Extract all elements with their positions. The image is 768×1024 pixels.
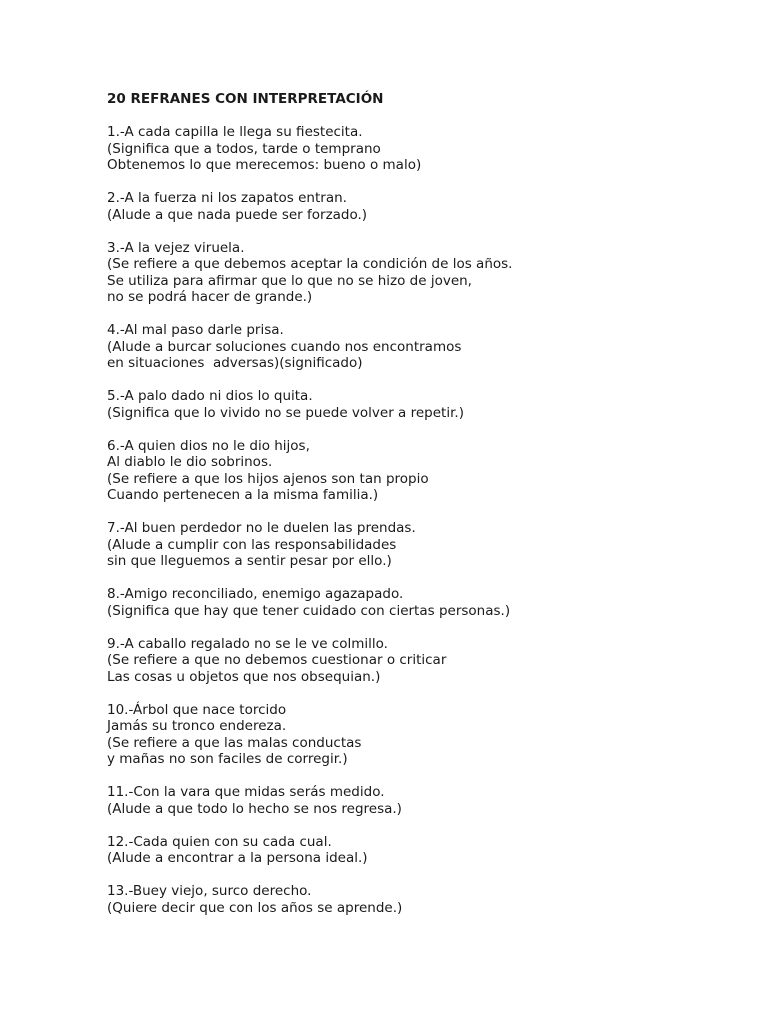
- proverb-text: 6.-A quien dios no le dio hijos,: [107, 437, 310, 454]
- proverb-text: 4.-Al mal paso darle prisa.: [107, 322, 284, 338]
- proverb-entry: [107, 322, 727, 372]
- proverb-interpretation-line: Obtenemos lo que merecemos: bueno o malo): [107, 157, 422, 173]
- proverb-interpretation-line: Cuando pertenecen a la misma familia.): [107, 487, 379, 503]
- proverb-interpretation-line: Jamás su tronco endereza.: [107, 718, 287, 734]
- proverb-interpretation-line: (Alude a burcar soluciones cuando nos encontramos: [107, 338, 462, 355]
- proverb-entry: [107, 702, 727, 768]
- proverb-interpretation-line: (Significa que a todos, tarde o temprano: [107, 140, 381, 157]
- proverb-entry: [107, 388, 727, 421]
- proverb-entry: [107, 190, 727, 223]
- proverb-interpretation-line: (Se refiere a que las malas conductas: [107, 734, 362, 751]
- proverb-text: 12.-Cada quien con su cada cual.: [107, 833, 332, 850]
- proverb-text: 10.-Árbol que nace torcido: [107, 701, 287, 718]
- proverb-interpretation-line: y mañas no son faciles de corregir.): [107, 751, 348, 767]
- proverb-entry: [107, 834, 727, 867]
- proverb-entry: [107, 124, 727, 174]
- proverb-text: 11.-Con la vara que midas serás medido.: [107, 784, 385, 800]
- proverb-interpretation-line: (Significa que lo vivido no se puede volver a repetir.): [107, 404, 464, 421]
- proverb-interpretation-line: (Se refiere a que debemos aceptar la condición de los años.: [107, 256, 513, 272]
- proverb-text: 5.-A palo dado ni dios lo quita.: [107, 388, 313, 404]
- proverb-interpretation-line: (Alude a que nada puede ser forzado.): [107, 206, 368, 223]
- proverb-interpretation-line: Al diablo le dio sobrinos.: [107, 454, 273, 470]
- proverb-interpretation-line: en situaciones adversas)(significado): [107, 355, 363, 371]
- proverb-entry: [107, 438, 727, 504]
- proverb-entry: [107, 520, 727, 570]
- proverb-text: 13.-Buey viejo, surco derecho.: [107, 883, 312, 899]
- proverb-entry: [107, 586, 727, 619]
- proverb-text: 2.-A la fuerza ni los zapatos entran.: [107, 190, 347, 206]
- proverb-interpretation-line: sin que lleguemos a sentir pesar por ello.): [107, 553, 392, 569]
- proverb-interpretation-line: Se utiliza para afirmar que lo que no se hizo de joven,: [107, 272, 472, 289]
- proverb-interpretation-line: (Quiere decir que con los años se aprende.): [107, 899, 403, 916]
- proverb-entry: [107, 784, 727, 817]
- proverb-interpretation-line: (Se refiere a que los hijos ajenos son tan propio: [107, 470, 429, 487]
- proverb-interpretation-line: no se podrá hacer de grande.): [107, 289, 313, 305]
- proverb-entry: [107, 883, 727, 916]
- proverb-interpretation-line: (Se refiere a que no debemos cuestionar o criticar: [107, 652, 447, 668]
- document-page: [107, 91, 727, 933]
- proverb-interpretation-line: Las cosas u objetos que nos obsequian.): [107, 668, 381, 685]
- proverb-text: 1.-A cada capilla le llega su fiestecita.: [107, 124, 363, 140]
- proverb-list: [107, 124, 727, 916]
- proverb-entry: [107, 240, 727, 306]
- proverb-interpretation-line: (Significa que hay que tener cuidado con ciertas personas.): [107, 602, 511, 619]
- proverb-text: 3.-A la vejez viruela.: [107, 239, 245, 256]
- document-title: 20 REFRANES CON INTERPRETACIÓN: [107, 91, 384, 107]
- proverb-text: 7.-Al buen perdedor no le duelen las prendas.: [107, 520, 416, 536]
- proverb-interpretation-line: (Alude a encontrar a la persona ideal.): [107, 850, 368, 866]
- proverb-text: 9.-A caballo regalado no se le ve colmillo.: [107, 635, 388, 652]
- proverb-interpretation-line: (Alude a que todo lo hecho se nos regresa.): [107, 800, 402, 817]
- proverb-text: 8.-Amigo reconciliado, enemigo agazapado.: [107, 586, 404, 602]
- proverb-entry: [107, 636, 727, 686]
- proverb-interpretation-line: (Alude a cumplir con las responsabilidades: [107, 536, 397, 553]
